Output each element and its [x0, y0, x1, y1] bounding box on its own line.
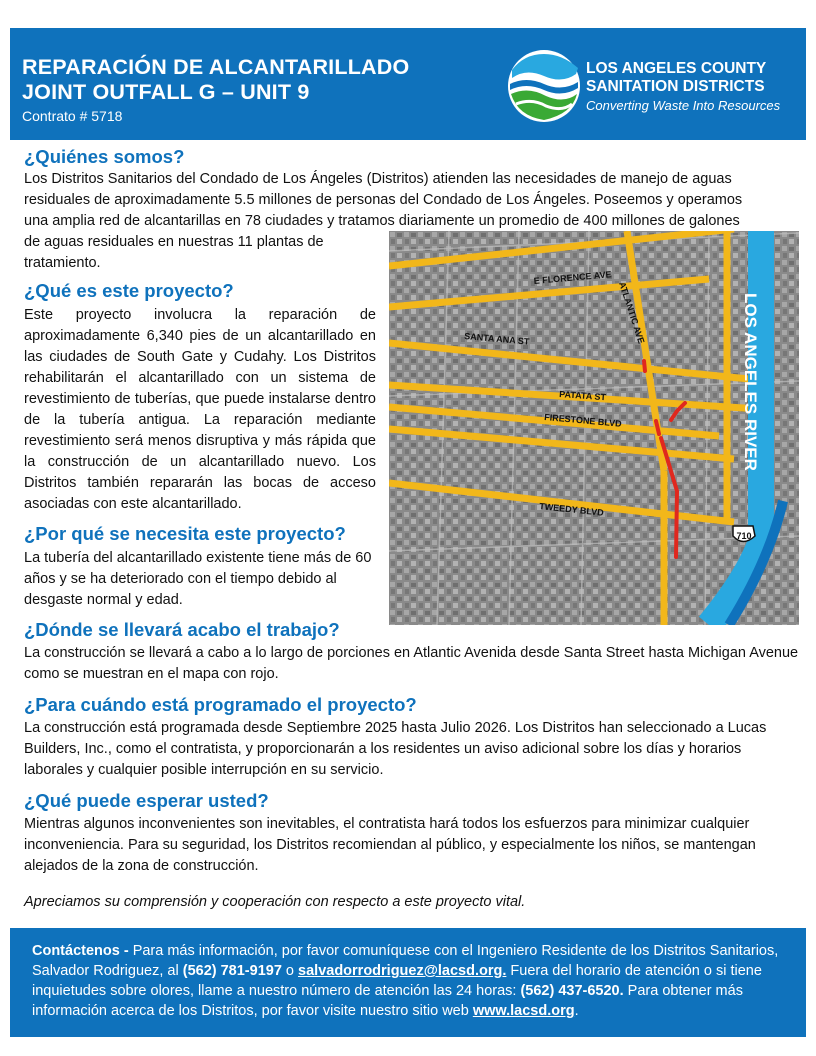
heading-who: ¿Quiénes somos? [24, 146, 185, 167]
project-map [389, 231, 799, 625]
logo-emblem-icon [506, 48, 582, 124]
phone-resident[interactable]: (562) 781-9197 [182, 963, 282, 979]
phone-24h[interactable]: (562) 437-6520. [520, 983, 624, 999]
work-segment-1 [644, 361, 645, 371]
when-body: La construcción está programada desde Septiembre 2025 hasta Julio 2026. Los Distritos han seleccionado a Lucas Builders, Inc., como el contratista, y proporcionarán a los residentes un aviso adicional sobre los días y horarios laborales y cualquier posible interrupción en su servicio. [24, 720, 767, 778]
label-santa-ana: SANTA ANA ST [463, 331, 530, 347]
who-line-1: Los Distritos Sanitarios del Condado de Los Ángeles (Distritos) atienden las necesidades de manejo de aguas [24, 171, 732, 187]
header-banner [10, 28, 806, 140]
heading-expect: ¿Qué puede esperar usted? [24, 790, 269, 811]
contact-text-5: . [574, 1003, 579, 1019]
expect-body: Mientras algunos inconvenientes son inevitables, el contratista hará todos los esfuerzos para minimizar cualquier inconveniencia. Para su seguridad, los Distritos recomiendan al público, y especialmente los niños, se mantengan alejados de la zona de construcción. [24, 816, 756, 874]
contact-text [32, 941, 792, 1021]
who-line-3: una amplia red de alcantarillas en 78 ciudades y tratamos diariamente un promedio de 400 millones de galones [24, 213, 740, 229]
logo-line-2: SANITATION DISTRICTS [586, 78, 765, 95]
logo-line-1: LOS ANGELES COUNTY [586, 60, 767, 77]
heading-when: ¿Para cuándo está programado el proyecto? [24, 694, 417, 715]
what-body: Este proyecto involucra la reparación de aproximadamente 6,340 pies de un alcantarillado en las ciudades de South Gate y Cudahy. Los Distritos rehabilitarán el alcantarillado con un sistema de revestimiento de tuberías, que puede instalarse dentro de la tubería antigua. La reparación mediante revestimiento será menos disruptiva y más rápida que la construcción de un alcantarillado nuevo. Los Distritos también repararán las bocas de acceso asociadas con este alcantarillado. [24, 307, 376, 512]
email-link[interactable]: salvadorrodriguez@lacsd.org. [298, 963, 507, 979]
heading-why: ¿Por qué se necesita este proyecto? [24, 523, 346, 544]
label-river: LOS ANGELES RIVER [741, 293, 760, 471]
contact-text-2: o [281, 963, 299, 979]
interstate-shield [733, 526, 755, 542]
lacsd-logo [506, 46, 796, 126]
who-line-2: residuales de aproximadamente 5.5 millones de personas del Condado de Los Ángeles. Poseemos y operamos [24, 192, 743, 208]
who-line-5: tratamiento. [24, 255, 101, 271]
heading-where: ¿Dónde se llevará acabo el trabajo? [24, 619, 340, 640]
heading-what: ¿Qué es este proyecto? [24, 280, 234, 301]
closing-note: Apreciamos su comprensión y cooperación con respecto a este proyecto vital. [24, 894, 526, 910]
label-florence: E FLORENCE AVE [533, 269, 612, 286]
logo-tagline: Converting Waste Into Resources [586, 98, 781, 113]
logo-name [586, 60, 766, 96]
contract-number: Contrato # 5718 [22, 108, 123, 124]
label-patata: PATATA ST [558, 389, 607, 403]
contact-text-3: Fuera del horario de atención o si tiene inquietudes sobre olores, llame a nuestro número de atención las 24 horas: [32, 963, 762, 999]
label-firestone: FIRESTONE BLVD [543, 412, 623, 429]
title-line-1: REPARACIÓN DE ALCANTARILLADO [22, 55, 410, 79]
label-atlantic: ATLANTIC AVE [617, 280, 647, 345]
contact-text-4: Para obtener más información acerca de los Distritos, por favor visite nuestro sitio web [32, 983, 743, 1019]
label-tweedy: TWEEDY BLVD [538, 501, 605, 518]
where-body: La construcción se llevará a cabo a lo largo de porciones en Atlantic Avenida desde Santa Street hasta Michigan Avenue como se muestran en el mapa con rojo. [24, 645, 799, 682]
freeway-number: 710 [736, 531, 752, 541]
main-content [24, 145, 799, 910]
left-column [24, 279, 376, 611]
contact-label: Contáctenos - [32, 943, 129, 959]
website-link[interactable]: www.lacsd.org [472, 1003, 575, 1019]
contact-footer [10, 928, 806, 1037]
document-title [22, 55, 409, 105]
why-body: La tubería del alcantarillado existente tiene más de 60 años y se ha deteriorado con el tiempo debido al desgaste normal y edad. [24, 550, 372, 608]
title-line-2: JOINT OUTFALL G – UNIT 9 [22, 80, 310, 104]
who-line-4: de aguas residuales en nuestras 11 plantas de [24, 234, 324, 250]
contact-text-1: Para más información, por favor comuníquese con el Ingeniero Residente de los Distritos Sanitarios, Salvador Rodriguez, al [32, 943, 779, 979]
map-graphic [389, 231, 799, 625]
